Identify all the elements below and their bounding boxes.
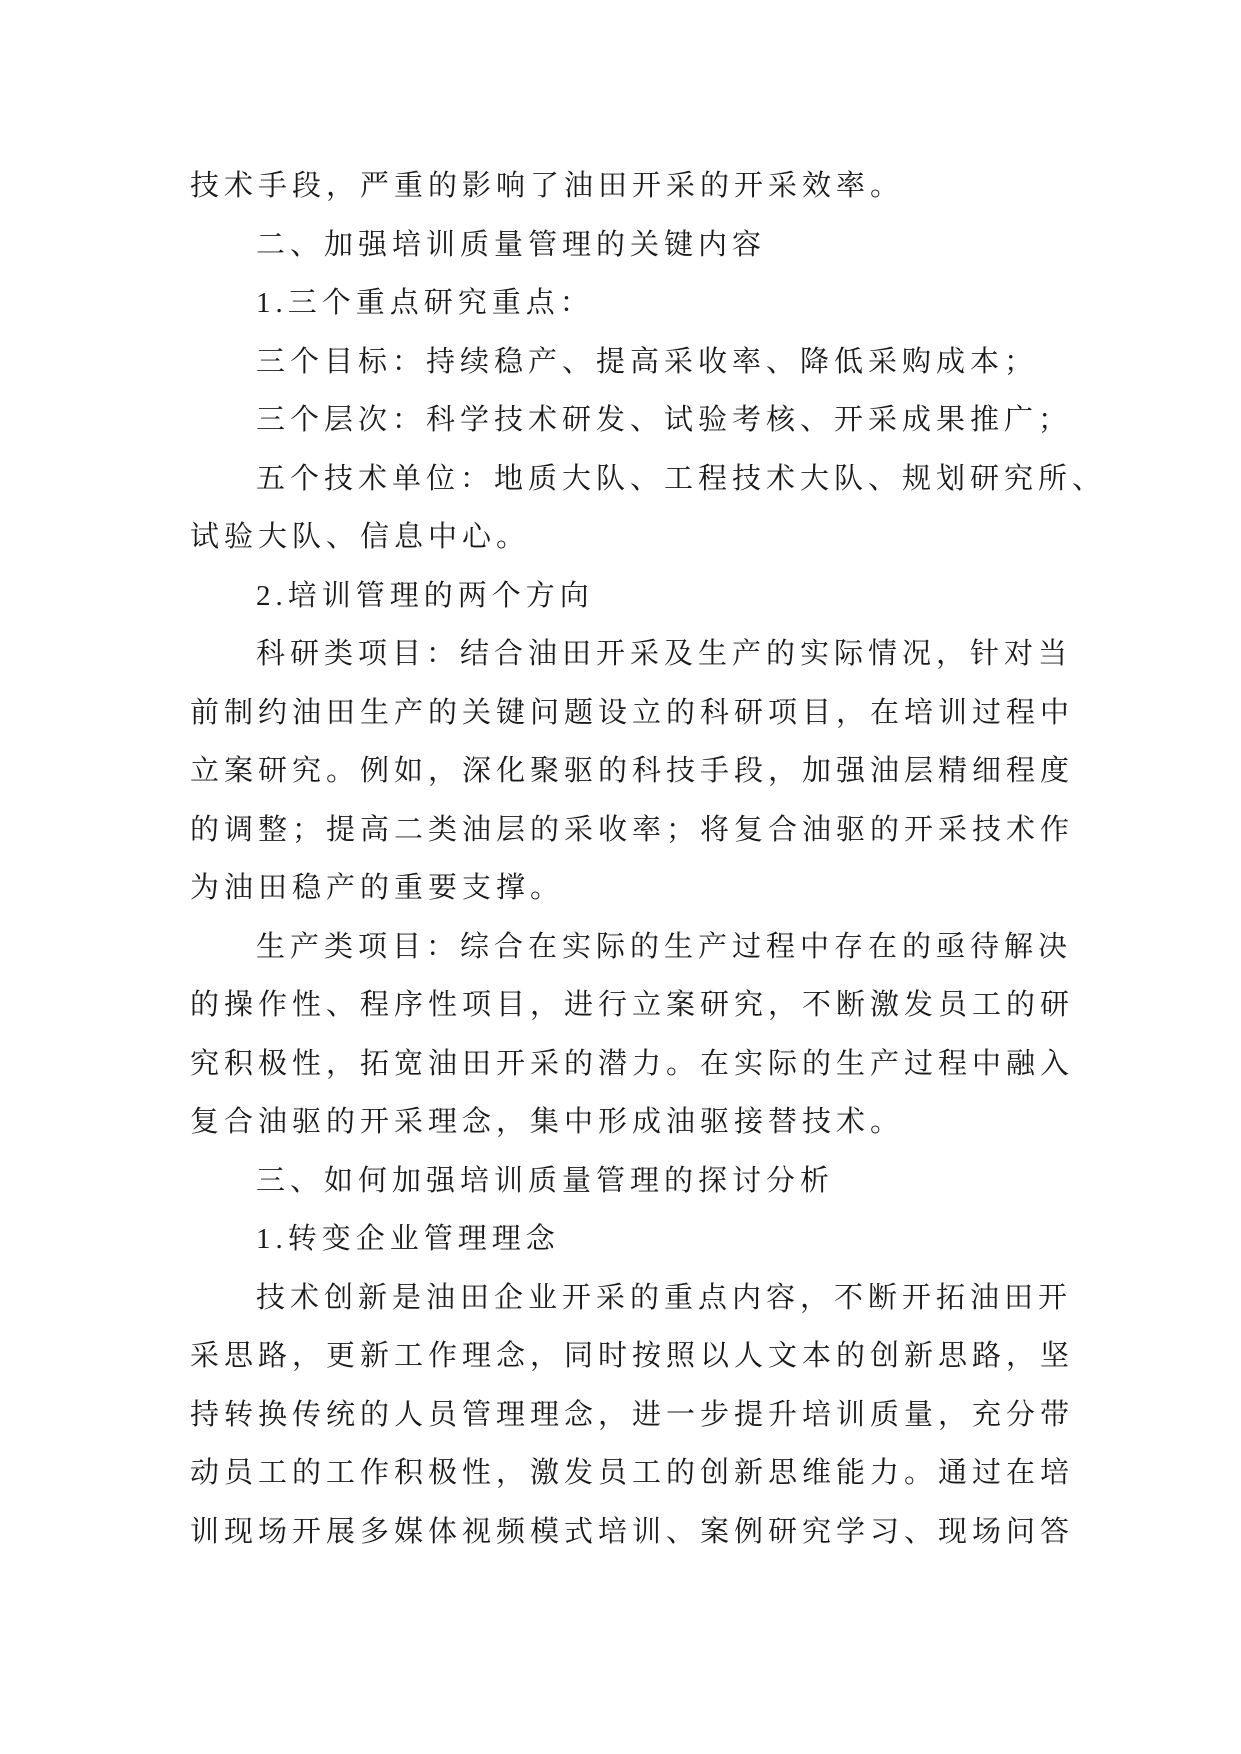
text-line: 科研类项目：结合油田开采及生产的实际情况，针对当 [256,638,1073,670]
text-line: 技术手段，严重的影响了油田开采的开采效率。 [190,170,905,202]
text-line: 五个技术单位：地质大队、工程技术大队、规划研究所、 [256,462,1107,495]
text-line: 三个目标：持续稳产、提高采收率、降低采购成本； [256,345,1039,378]
text-line: 二、加强培训质量管理的关键内容 [256,228,767,261]
text-line: 技术创新是油田企业开采的重点内容，不断开拓油田开 [256,1281,1073,1314]
text-line: 立案研究。例如，深化聚驱的科技手段，加强油层精细程度 [190,755,1075,787]
body-text [190,157,1107,1561]
text-line: 动员工的工作积极性，激发员工的创新思维能力。通过在培 [190,1457,1075,1489]
text-line: 为油田稳产的重要支撑。 [190,872,565,904]
text-line: 持转换传统的人员管理理念，进一步提升培训质量，充分带 [190,1398,1075,1431]
text-line: 2.培训管理的两个方向 [256,579,594,612]
text-line: 1.转变企业管理理念 [256,1223,560,1255]
text-line: 的操作性、程序性项目，进行立案研究，不断激发员工的研 [190,989,1075,1021]
text-line: 复合油驱的开采理念，集中形成油驱接替技术。 [190,1106,905,1138]
text-line: 采思路，更新工作理念，同时按照以人文本的创新思路，坚 [190,1340,1075,1372]
text-line: 究积极性，拓宽油田开采的潜力。在实际的生产过程中融入 [190,1047,1075,1080]
text-line: 生产类项目：综合在实际的生产过程中存在的亟待解决 [256,930,1073,963]
text-line: 前制约油田生产的关键问题设立的科研项目，在培训过程中 [190,696,1075,729]
text-line: 三个层次：科学技术研发、试验考核、开采成果推广； [256,404,1073,436]
text-line: 1.三个重点研究重点： [256,287,594,319]
text-line: 的调整；提高二类油层的采收率；将复合油驱的开采技术作 [190,813,1075,846]
text-line: 三、如何加强培训质量管理的探讨分析 [256,1164,835,1197]
text-line: 训现场开展多媒体视频模式培训、案例研究学习、现场问答 [190,1515,1075,1548]
text-line: 试验大队、信息中心。 [190,521,531,553]
